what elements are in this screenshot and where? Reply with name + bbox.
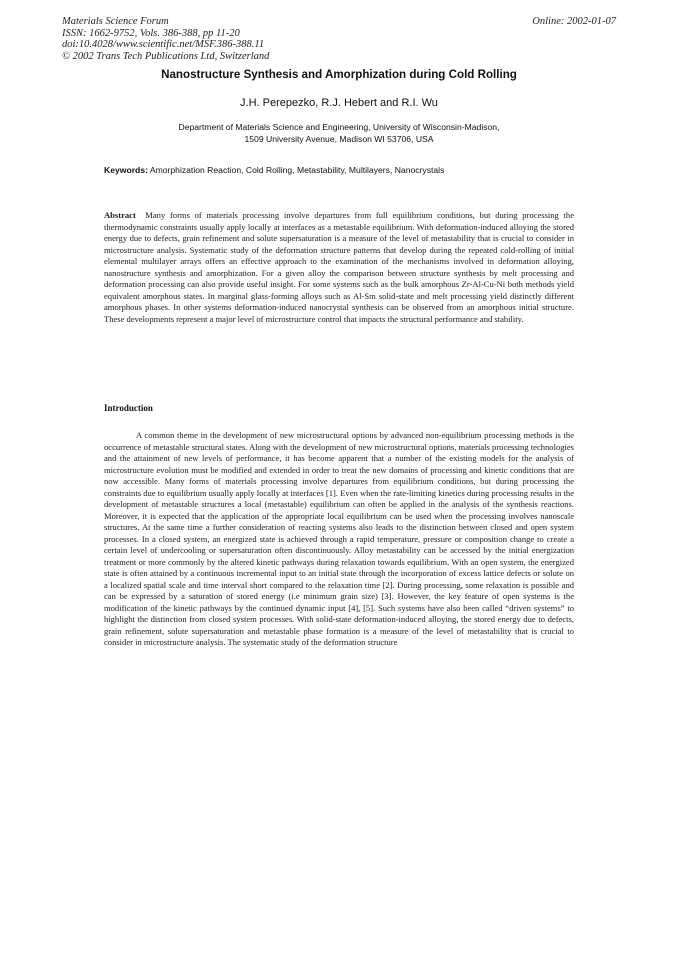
paper-authors: J.H. Perepezko, R.J. Hebert and R.I. Wu: [240, 97, 438, 109]
paper-title: Nanostructure Synthesis and Amorphization during Cold Rolling: [161, 68, 517, 81]
journal-name: Materials Science Forum: [62, 16, 169, 27]
affiliation: [0, 122, 678, 145]
abstract: [104, 210, 574, 325]
copyright-line: © 2002 Trans Tech Publications Ltd, Switzerland: [62, 50, 270, 62]
issn-line: ISSN: 1662-9752, Vols. 386-388, pp 11-20: [62, 27, 240, 39]
abstract-text: Many forms of materials processing involve departures from full equilibrium conditions, but during processing the thermodynamic constraints usually apply locally at interfaces as a metastable equilibrium. With deformation-induced alloying the stored energy due to defects, grain refinement and solute supersaturation is a measure of the level of metastability that is crucial to consider in microstructure analysis. Systematic study of the deformation structure patterns that develop during the repeated cold-rolling of initial elemental multilayer arrays offers an effective approach to the examination of the mechanisms involved in deformation alloying, nanostructure synthesis and amorphization. For a given alloy the comparison between structure synthesis by melt processing and deformation processing can also provide useful insight. For some systems such as the bulk amorphous Zr-Al-Cu-Ni both methods yield equivalent amorphous states. In marginal glass-forming alloys such as Al-Sm solid-state and melt processing yield distinctly different amorphous phases. In other systems deformation-induced nanocrystal synthesis can be observed from an amorphous initial structure. These developments represent a major level of microstructure control that impacts the structural performance and stability.: [104, 210, 574, 324]
keywords-label: Keywords:: [104, 165, 148, 175]
journal-header: [62, 16, 269, 62]
affiliation-line-2: 1509 University Avenue, Madison WI 53706, USA: [244, 133, 434, 144]
keywords-text: Amorphization Reaction, Cold Rolling, Metastability, Multilayers, Nanocrystals: [149, 165, 445, 175]
doi-line: doi:10.4028/www.scientific.net/MSF.386-388.11: [62, 39, 265, 51]
abstract-label: Abstract: [104, 210, 136, 220]
introduction-text: A common theme in the development of new microstructural options by advanced non-equilibrium processing methods is the occurrence of metastable structural states. Along with the development of new microstructural options, materials processing technologies and the attainment of new levels of performance, it has become apparent that a number of the existing models for the analysis of microstructure evolution must be modified and extended in order to treat the new domains of processing and kinetic conditions that are now accessible. Many forms of materials processing involve departures from equilibrium conditions, but during processing the constraints due to equilibrium usually apply locally at interfaces [1]. Even when the rate-limiting kinetics during processing results in the development of metastable structures a local (metastable) equilibrium can often be applied in the analysis of the synthesis reactions. Moreover, it is expected that the application of the appropriate local equilibrium can be used when the processing involves nanoscale structures. At the same time a further consideration of reacting systems also leads to the distinction between closed and open system processes. In a closed system, an energized state is achieved through a rapid temperature, pressure or composition change to create a certain level of undercooling or supersaturation often discontinuously. Alloy metastability can be accessed by the initial energization treatment or more commonly by the altered kinetic pathways during relaxation towards equilibrium. With an open system, the energized state is often attained by a continuous incremental input to an initial state through the incorporation of excess lattice defects or solute on a localized spatial scale and time interval short compared to the relaxation time [2]. During processing, some relaxation is possible and can be expressed by a saturation of stored energy (i.e minimum grain size) [3]. However, the key feature of open systems is the modification of the kinetic pathways by the continued dynamic input [4], [5]. Such systems have also been called “driven systems” to highlight the distinction from closed system processes. With solid-state deformation-induced alloying, the stored energy due to defects, grain refinement, solute supersaturation and metastable phase formation is a measure of the level of metastability that is crucial to consider in microstructure analysis. The systematic study of the deformation structure: [104, 430, 574, 647]
online-date: Online: 2002-01-07: [532, 16, 616, 27]
section-heading-introduction: Introduction: [104, 403, 153, 413]
affiliation-line-1: Department of Materials Science and Engineering, University of Wisconsin-Madison,: [178, 122, 500, 132]
keywords: [104, 165, 604, 175]
